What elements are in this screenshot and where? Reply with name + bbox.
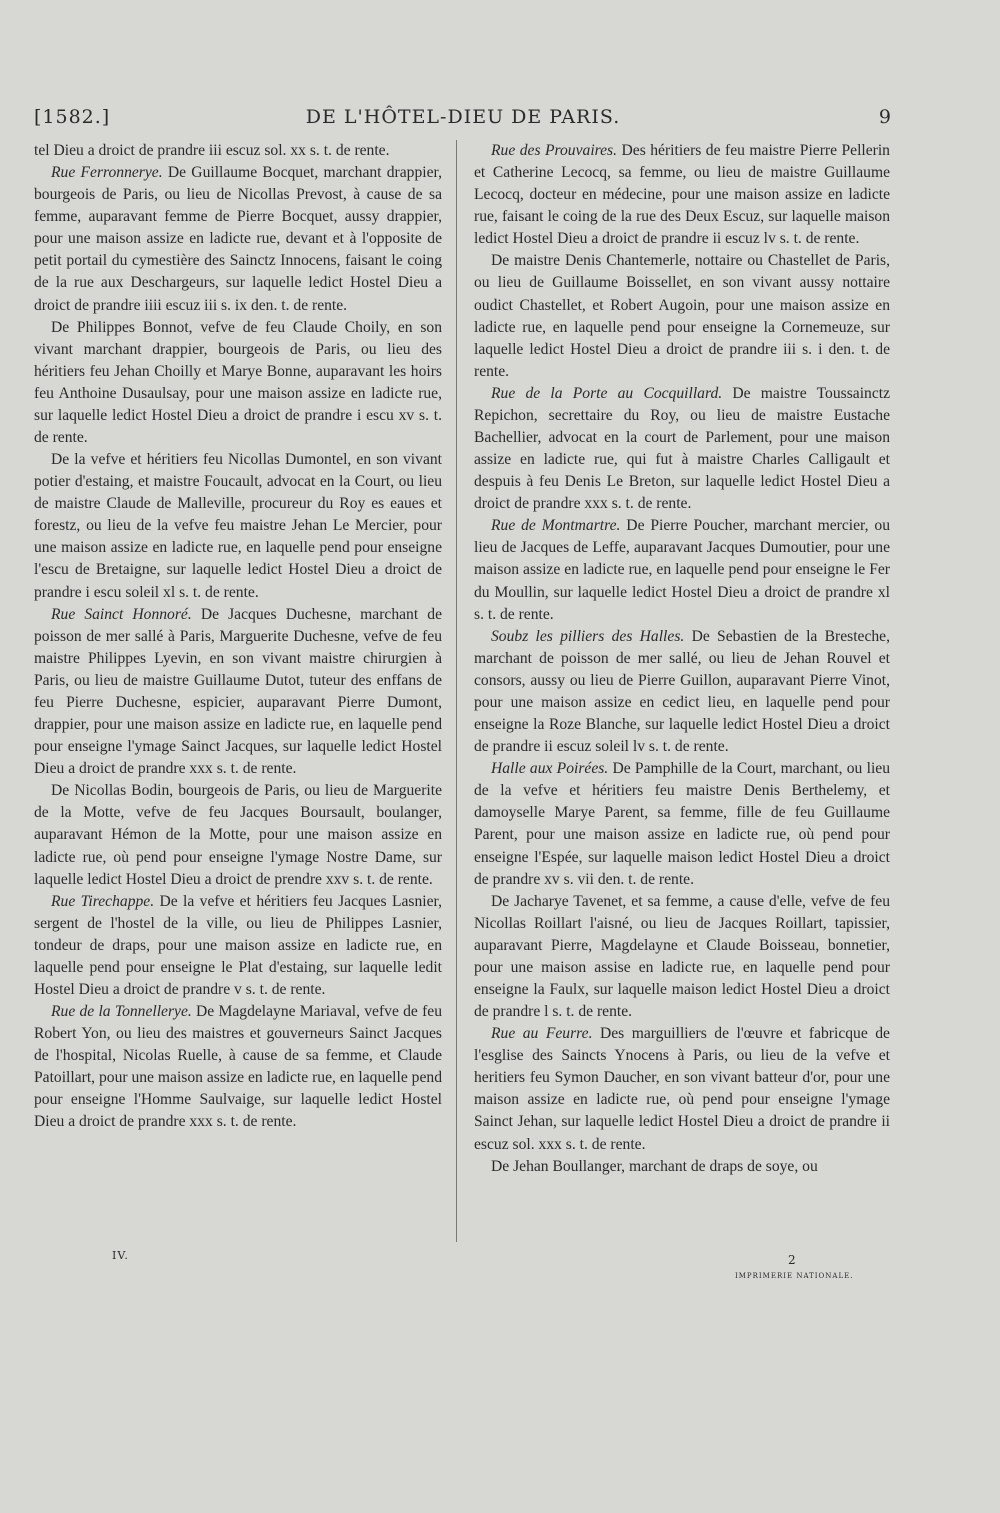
paragraph-text: Des marguilliers de l'œuvre et fabricque de l'esglise des Saincts Ynocens à Paris, ou lieu de la vefve et heritiers feu Symon Daucher, en son vivant batteur d'or, pour une maison assize en ladicte rue, où pend pour enseigne l'ymage Sainct Jehan, sur laquelle ledict Hostel Dieu a droict de prandre ii escuz sol. xxx s. t. de rente. <box>474 1025 890 1153</box>
printer-imprint: IMPRIMERIE NATIONALE. <box>735 1272 854 1280</box>
paragraph <box>34 604 442 781</box>
paragraph-text: De Pamphille de la Court, marchant, ou lieu de la vefve et héritiers feu maistre Denis Berthelemy, et damoyselle Marye Parent, sa femme, fille de feu Guillaume Parent, pour une maison assize en ladicte rue, où pend pour enseigne l'Espée, sur laquelle maison ledict Hostel Dieu a droict de prandre xv s. vii den. t. de rente. <box>474 760 890 888</box>
paragraph <box>34 1001 442 1133</box>
paragraph <box>34 140 442 162</box>
column-divider <box>456 140 457 1242</box>
paragraph-text: De maistre Denis Chantemerle, nottaire ou Chastellet de Paris, ou lieu de Guillaume Boissellet, en son vivant aussy nottaire oudict Chastellet, et Robert Augoin, pour une maison assize en ladicte rue, en laquelle pend pour enseigne la Cornemeuze, sur laquelle ledict Hostel Dieu a droict de prandre iii s. i den. t. de rente. <box>474 252 890 380</box>
right-column <box>474 140 890 1178</box>
paragraph-text: De Magdelayne Mariaval, vefve de feu Robert Yon, ou lieu des maistres et gouverneurs Sainct Jacques de l'hospital, Nicolas Ruelle, à cause de sa femme, et Claude Patoillart, pour une maison assize en ladicte rue, en laquelle pend pour enseigne l'Homme Saulvaige, sur laquelle ledict Hostel Dieu a droict de prandre xxx s. t. de rente. <box>34 1003 442 1131</box>
header-title: DE L'HÔTEL-DIEU DE PARIS. <box>305 106 621 128</box>
street-heading: Rue Tirechappe. <box>51 892 155 910</box>
paragraph <box>474 626 890 758</box>
paragraph <box>474 891 890 1023</box>
paragraph-text: De la vefve et héritiers feu Jacques Lasnier, sergent de l'hostel de la ville, ou lieu de Philippes Lasnier, tondeur de draps, pour une maison assize en ladicte rue, en laquelle pend pour enseigne le Plat d'estaing, sur laquelle ledit Hostel Dieu a droict de prandre v s. t. de rente. <box>34 892 442 998</box>
paragraph <box>34 449 442 604</box>
paragraph <box>474 1156 890 1178</box>
paragraph <box>34 891 442 1001</box>
paragraph-text: tel Dieu a droict de prandre iii escuz sol. xx s. t. de rente. <box>34 142 390 159</box>
street-heading: Rue Sainct Honnoré. <box>51 605 192 623</box>
paragraph <box>34 780 442 890</box>
paragraph-text: De maistre Toussainctz Repichon, secrettaire du Roy, ou lieu de maistre Eustache Bachellier, advocat en la court de Parlement, pour une maison assize en ladicte rue, qui fut à maistre Charles Calligault et despuis à feu Denis Le Breton, sur laquelle ledict Hostel Dieu a droict de prandre xxx s. t. de rente. <box>474 384 890 513</box>
paragraph <box>474 250 890 382</box>
street-heading: Soubz les pilliers des Halles. <box>491 627 685 645</box>
paragraph-text: De Pierre Poucher, marchant mercier, ou lieu de Jacques de Leffe, auparavant Jacques Dumoutier, pour une maison assize en ladicte rue, en laquelle pend pour enseigne le Fer du Moullin, sur laquelle ledict Hostel Dieu a droict de prandre xl s. t. de rente. <box>474 517 890 623</box>
paragraph-text: De Guillaume Bocquet, marchant drappier, bourgeois de Paris, ou lieu de Nicollas Prevost, à cause de sa femme, auparavant femme de Pierre Bocquet, aussy drappier, pour une maison assize en ladicte rue, devant et à l'opposite de petit portail du cymestière des Sainctz Innocens, faisant le coing de la rue aux Deschargeurs, sur laquelle ledict Hostel Dieu a droict de prandre iiii escuz iii s. ix den. t. de rente. <box>34 164 442 314</box>
street-heading: Halle aux Poirées. <box>491 760 609 778</box>
paragraph <box>474 140 890 250</box>
street-heading: Rue des Prouvaires. <box>491 142 618 159</box>
page-number: 9 <box>878 106 892 128</box>
running-header <box>34 106 892 136</box>
paragraph-text: De Jacharye Tavenet, et sa femme, a cause d'elle, vefve de feu Nicollas Roillart l'aisné, ou lieu de Jacques Roillart, tapissier, auparavant Pierre, Magdelayne et Claude Boisseau, bonnetier, pour une maison assise en ladicte rue, en laquelle pend pour enseigne la Faulx, sur laquelle maison ledict Hostel Dieu a droict de prandre l s. t. de rente. <box>474 892 890 1021</box>
street-heading: Rue Ferronnerye. <box>51 164 163 182</box>
street-heading: Rue de la Tonnellerye. <box>51 1003 192 1021</box>
paragraph <box>474 1023 890 1155</box>
street-heading: Rue de Montmartre. <box>491 517 621 535</box>
paragraph-text: De Jacques Duchesne, marchant de poisson de mer sallé à Paris, Marguerite Duchesne, vefve de feu maistre Philippes Lyevin, en son vivant maistre chirurgien à Paris, ou lieu de maistre Guillaume Dutot, tuteur des enffans de feu Pierre Duchesne, espicier, auparavant Pierre Dumont, drappier, pour une maison assize en ladicte rue, en laquelle pend pour enseigne l'ymage Sainct Jacques, sur laquelle ledict Hostel Dieu a droict de prandre xxx s. t. de rente. <box>34 605 442 778</box>
paragraph-text: De Philippes Bonnot, vefve de feu Claude Choily, en son vivant marchant drappier, bourgeois de Paris, ou lieu des héritiers feu Jehan Choilly et Marye Bonne, auparavant les hoirs feu Anthoine Dusaulsay, pour une maison assize en ladicte rue, sur laquelle ledict Hostel Dieu a droict de prandre i escu xv s. t. de rente. <box>34 318 442 447</box>
street-heading: Rue de la Porte au Cocquillard. <box>491 384 723 402</box>
header-year: [1582.] <box>34 106 111 128</box>
paragraph <box>34 162 442 317</box>
paragraph-text: De Jehan Boullanger, marchant de draps de soye, ou <box>491 1157 818 1175</box>
paragraph-text: Des héritiers de feu maistre Pierre Pellerin et Catherine Lecocq, sa femme, ou lieu de maistre Guillaume Lecocq, docteur en médecine, pour une maison assize en ladicte rue, faisant le coing de la rue des Deux Escuz, sur laquelle maison ledict Hostel Dieu a droict de prandre ii escuz lv s. t. de rente. <box>474 142 890 248</box>
paragraph <box>474 515 890 625</box>
paragraph-text: De la vefve et héritiers feu Nicollas Dumontel, en son vivant potier d'estaing, et maistre Foucault, advocat en la Court, ou lieu de maistre Claude de Malleville, procureur du Roy es eaues et forestz, ou lieu de la vefve feu maistre Jehan Le Mercier, pour une maison assize en ladicte rue, en laquelle pend pour enseigne l'escu de Bretaigne, sur laquelle ledict Hostel Dieu a droict de prandre i escu soleil xl s. t. de rente. <box>34 451 442 601</box>
signature-mark: IV. <box>112 1249 129 1262</box>
paragraph-text: De Nicollas Bodin, bourgeois de Paris, ou lieu de Marguerite de la Motte, vefve de feu Jacques Boursault, boulanger, auparavant Hémon de la Motte, pour une maison assize en ladicte rue, où pend pour enseigne l'ymage Nostre Dame, sur laquelle ledict Hostel Dieu a droict de prendre xxv s. t. de rente. <box>34 782 442 888</box>
left-column <box>34 140 442 1134</box>
paragraph <box>474 383 890 515</box>
paragraph <box>474 758 890 890</box>
paragraph <box>34 317 442 449</box>
paragraph-text: De Sebastien de la Bresteche, marchant de poisson de mer sallé, ou lieu de Jehan Rouvel et consors, aussy ou lieu de Pierre Guillon, auparavant Pierre Vinot, pour une maison assize en cedict lieu, en laquelle pend pour enseigne la Roze Blanche, sur laquelle ledict Hostel Dieu a droict de prandre ii escuz soleil lv s. t. de rente. <box>474 627 890 756</box>
street-heading: Rue au Feurre. <box>491 1025 593 1043</box>
sheet-number: 2 <box>788 1253 796 1267</box>
